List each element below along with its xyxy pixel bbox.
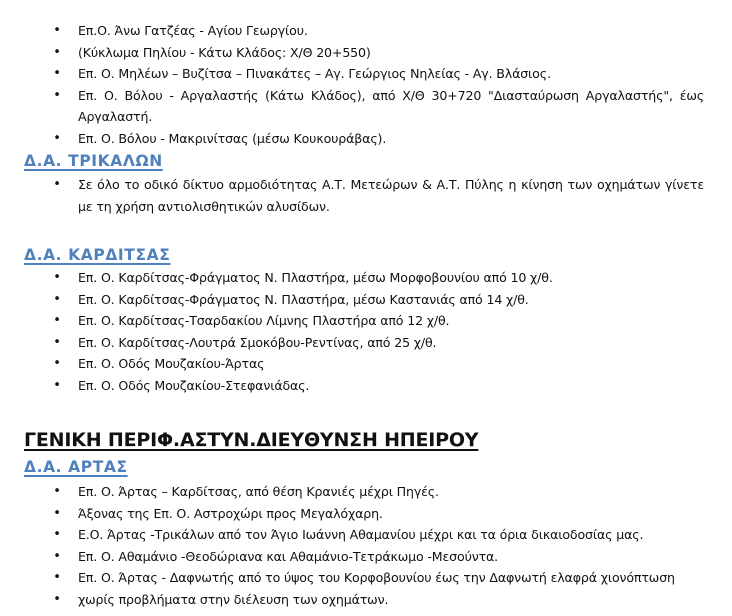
bullet-icon: • <box>53 356 61 371</box>
item-text: (Κύκλωμα Πηλίου - Κάτω Κλάδος: Χ/Θ 20+550) <box>78 44 371 60</box>
bullet-icon: • <box>53 23 61 38</box>
item-text: Επ. Ο. Καρδίτσας-Φράγματος Ν. Πλαστήρα, μέσω Μορφοβουνίου από 10 χ/θ. <box>78 270 553 285</box>
trikala-road-list <box>0 174 732 217</box>
list-item <box>0 353 732 375</box>
item-text: Επ. Ο. Άρτας - Δαφνωτής από το ύψος του Κορφοβουνίου έως την Δαφνωτή ελαφρά χιονόπτωση <box>78 570 675 585</box>
bullet-icon: • <box>53 44 61 60</box>
item-text: Επ. Ο. Άρτας – Καρδίτσας, από θέση Κρανιές μέχρι Πηγές. <box>78 484 439 499</box>
list-item <box>0 85 732 128</box>
bullet-icon: • <box>53 548 61 564</box>
item-text: Σε όλο το οδικό δίκτυο αρμοδιότητας Α.Τ. Μετεώρων & Α.Τ. Πύλης η κίνηση των οχημάτων γίνετε με τη χρήση αντιολισθητικών αλυσίδων. <box>78 177 704 214</box>
item-text: Επ. Ο. Οδός Μουζακίου-Στεφανιάδας. <box>78 377 310 393</box>
item-text: Επ. Ο. Καρδίτσας-Λουτρά Σμοκόβου-Ρεντίνας, από 25 χ/θ. <box>78 334 437 350</box>
list-item <box>0 375 732 397</box>
list-item <box>0 267 732 289</box>
bullet-icon: • <box>53 66 61 81</box>
list-item <box>0 503 732 525</box>
item-text: Επ. Ο. Βόλου - Αργαλαστής (Κάτω Κλάδος), από Χ/Θ 30+720 "Διασταύρωση Αργαλαστής", έως Αργαλαστή. <box>78 87 704 124</box>
list-item <box>0 63 732 85</box>
item-text: Επ. Ο. Μηλέων – Βυζίτσα – Πινακάτες – Αγ. Γεώργιος Νηλείας - Αγ. Βλάσιος. <box>78 66 551 81</box>
item-text: Επ. Ο. Βόλου - Μακρινίτσας (μέσω Κουκουράβας). <box>78 130 387 146</box>
bullet-icon: • <box>53 177 61 192</box>
bullet-icon: • <box>53 87 61 103</box>
karditsa-road-list <box>0 267 732 396</box>
bullet-icon: • <box>53 527 61 542</box>
bullet-icon: • <box>53 570 61 585</box>
list-item <box>0 567 732 589</box>
bullet-icon: • <box>53 313 61 328</box>
list-item <box>0 589 732 611</box>
item-text: Επ. Ο. Καρδίτσας-Τσαρδακίου Λίμνης Πλαστήρα από 12 χ/θ. <box>78 313 450 328</box>
list-item <box>0 174 732 217</box>
list-item <box>0 481 732 503</box>
list-item <box>0 310 732 332</box>
item-text: Επ. Ο. Καρδίτσας-Φράγματος Ν. Πλαστήρα, μέσω Καστανιάς από 14 χ/θ. <box>78 291 529 307</box>
item-text: Ε.Ο. Άρτας -Τρικάλων από τον Άγιο Ιωάννη Αθαμανίου μέχρι και τα όρια δικαιοδοσίας μας. <box>78 527 644 542</box>
bullet-icon: • <box>53 505 61 521</box>
item-text: Άξονας της Επ. Ο. Αστροχώρι προς Μεγαλόχαρη. <box>78 505 383 521</box>
magnesia-road-list <box>0 20 732 149</box>
section-heading-karditsa: Δ.Α. ΚΑΡΔΙΤΣΑΣ <box>24 246 171 264</box>
bullet-icon: • <box>53 130 61 146</box>
list-item <box>0 42 732 64</box>
bullet-icon: • <box>53 591 61 607</box>
list-item <box>0 289 732 311</box>
section-heading-arta: Δ.Α. ΑΡΤΑΣ <box>24 458 128 476</box>
bullet-icon: • <box>53 291 61 307</box>
bullet-icon: • <box>53 334 61 350</box>
item-text: Επ.Ο. Άνω Γατζέας - Αγίου Γεωργίου. <box>78 23 308 38</box>
arta-road-list <box>0 481 732 610</box>
bullet-icon: • <box>53 270 61 285</box>
list-item <box>0 332 732 354</box>
region-heading-ipirou: ΓΕΝΙΚΗ ΠΕΡΙΦ.ΑΣΤΥΝ.ΔΙΕΥΘΥΝΣΗ ΗΠΕΙΡΟΥ <box>24 429 479 451</box>
list-item <box>0 128 732 150</box>
list-item <box>0 524 732 546</box>
list-item <box>0 20 732 42</box>
item-text: χωρίς προβλήματα στην διέλευση των οχημάτων. <box>78 591 389 607</box>
list-item <box>0 546 732 568</box>
item-text: Επ. Ο. Οδός Μουζακίου-Άρτας <box>78 356 265 371</box>
section-heading-trikala: Δ.Α. ΤΡΙΚΑΛΩΝ <box>24 152 163 170</box>
bullet-icon: • <box>53 484 61 499</box>
bullet-icon: • <box>53 377 61 393</box>
item-text: Επ. Ο. Αθαμάνιο -Θεοδώριανα και Αθαμάνιο-Τετράκωμο -Μεσούντα. <box>78 548 499 564</box>
